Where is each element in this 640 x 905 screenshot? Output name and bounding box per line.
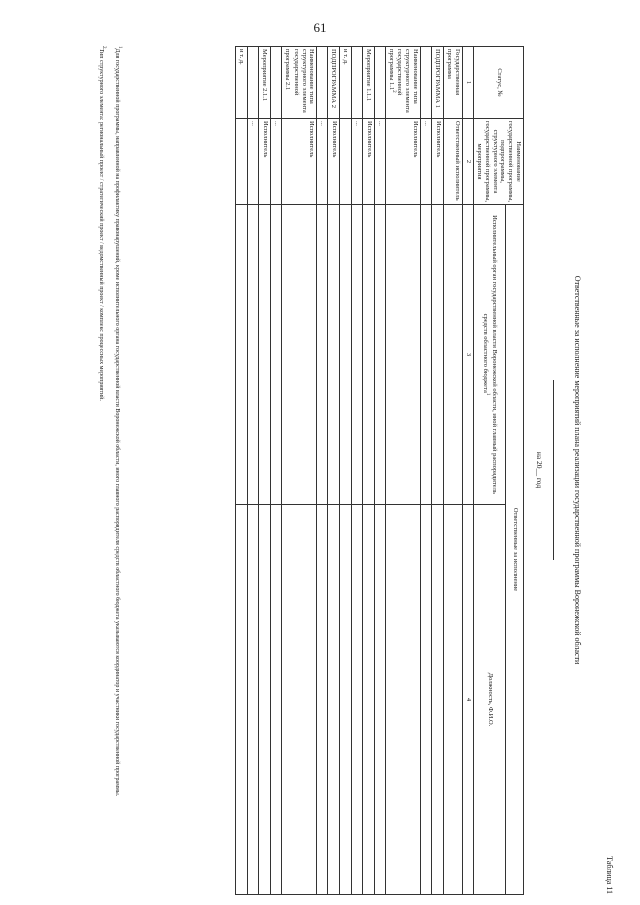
- table-row: [248, 47, 259, 895]
- column-number-row: [463, 47, 474, 895]
- status-text: Мероприятие 1.1.1: [364, 49, 372, 102]
- header-executive-body: [474, 205, 506, 505]
- role-cell: Исполнитель: [431, 119, 443, 205]
- status-cell: [248, 47, 259, 119]
- table-row: [385, 47, 420, 895]
- table-row: [431, 47, 443, 895]
- blank-fill-line: [553, 380, 554, 560]
- status-text: Государственная программа: [445, 49, 462, 96]
- footnote-mark: 1: [117, 46, 122, 49]
- header-executive-body-text: Исполнительный орган государственной власти Воронежской области, иной главный распорядитель средств областного бюджета: [482, 215, 499, 494]
- role-cell: Исполнитель: [385, 119, 420, 205]
- position-cell: [259, 505, 271, 895]
- footnote-ref-1: 1: [485, 392, 491, 396]
- role-cell: Исполнитель: [328, 119, 340, 205]
- executive-body-cell: [352, 205, 363, 505]
- footnote-text: Тип структурного элемента: региональный проект / стратегический проект / ведомственный проект / комплекс процессных мероприятий.: [98, 48, 105, 401]
- table-body: [236, 47, 463, 895]
- table-row: [259, 47, 271, 895]
- executive-body-cell: [328, 205, 340, 505]
- table-row: [443, 47, 463, 895]
- role-cell: [236, 119, 248, 205]
- status-cell: [374, 47, 385, 119]
- executive-body-cell: [374, 205, 385, 505]
- table-row: [374, 47, 385, 895]
- header-name: Наименование государственной программы, подпрограммы, структурного элемента государственной программы, мероприятия: [474, 119, 524, 205]
- role-cell: ...: [248, 119, 259, 205]
- executive-body-cell: [317, 205, 328, 505]
- position-cell: [352, 505, 363, 895]
- executive-body-cell: [340, 205, 352, 505]
- column-number: 3: [463, 205, 474, 505]
- status-cell: [317, 47, 328, 119]
- position-cell: [317, 505, 328, 895]
- header-responsible: Ответственные за исполнение: [506, 205, 524, 895]
- status-cell: [352, 47, 363, 119]
- status-sup: 2: [390, 90, 396, 93]
- executive-body-cell: [443, 205, 463, 505]
- status-cell: [271, 47, 282, 119]
- position-cell: [431, 505, 443, 895]
- table-row: [328, 47, 340, 895]
- header-status: Статус, №: [474, 47, 524, 119]
- position-cell: [271, 505, 282, 895]
- status-cell: [281, 47, 316, 119]
- position-cell: [236, 505, 248, 895]
- footnote: [96, 46, 106, 870]
- role-cell: ...: [271, 119, 282, 205]
- position-cell: [281, 505, 316, 895]
- status-cell: [431, 47, 443, 119]
- footnote: [112, 46, 122, 870]
- column-number: 4: [463, 505, 474, 895]
- page-number: 61: [313, 20, 327, 35]
- executive-body-cell: [281, 205, 316, 505]
- role-cell: Исполнитель: [362, 119, 374, 205]
- executive-body-cell: [362, 205, 374, 505]
- position-cell: [362, 505, 374, 895]
- executive-body-cell: [236, 205, 248, 505]
- column-number: 2: [463, 119, 474, 205]
- role-cell: Ответственный исполнитель: [443, 119, 463, 205]
- table-row: [362, 47, 374, 895]
- footnotes: [90, 46, 122, 870]
- role-cell: ...: [374, 119, 385, 205]
- role-cell: ...: [352, 119, 363, 205]
- position-cell: [443, 505, 463, 895]
- header-position: Должность, Ф.И.О.: [474, 505, 506, 895]
- status-cell: [259, 47, 271, 119]
- table-label: Таблица 11: [605, 856, 614, 894]
- status-cell: [362, 47, 374, 119]
- status-cell: [443, 47, 463, 119]
- footnote-text: Для государственной программы, направленной на профилактику правонарушений, кроме исполнительного органа государственной власти Воронежской области, иного главного распорядителя средств областного бюджета указываются координатор и участники государственной программы.: [114, 48, 120, 797]
- year-line: на 20__ год: [535, 451, 544, 489]
- executive-body-cell: [385, 205, 420, 505]
- executive-body-cell: [420, 205, 431, 505]
- responsibility-table: [235, 46, 524, 895]
- position-cell: [385, 505, 420, 895]
- executive-body-cell: [248, 205, 259, 505]
- role-cell: ...: [317, 119, 328, 205]
- status-text: Мероприятие 2.1.1: [261, 49, 269, 102]
- status-cell: [340, 47, 352, 119]
- table-row: [281, 47, 316, 895]
- table-row: [340, 47, 352, 895]
- position-cell: [340, 505, 352, 895]
- status-cell: [236, 47, 248, 119]
- status-cell: [328, 47, 340, 119]
- status-cell: [420, 47, 431, 119]
- position-cell: [328, 505, 340, 895]
- position-cell: [248, 505, 259, 895]
- status-text: ПОДПРОГРАММА 2: [329, 49, 337, 108]
- status-text: и т. д.: [341, 49, 349, 65]
- executive-body-cell: [259, 205, 271, 505]
- status-text: ПОДПРОГРАММА 1: [433, 49, 441, 108]
- position-cell: [420, 505, 431, 895]
- table-row: [271, 47, 282, 895]
- document-title: Ответственные за исполнение мероприятий плана реализации государственной программы Воронежской области: [573, 275, 582, 665]
- role-cell: [340, 119, 352, 205]
- status-cell: [385, 47, 420, 119]
- table-row: [352, 47, 363, 895]
- status-text: и т. д.: [238, 49, 246, 65]
- table-row: [236, 47, 248, 895]
- position-cell: [374, 505, 385, 895]
- footnote-mark: 2: [101, 46, 107, 49]
- executive-body-cell: [271, 205, 282, 505]
- table-row: [420, 47, 431, 895]
- column-number: 1: [463, 47, 474, 119]
- role-cell: ...: [420, 119, 431, 205]
- status-text: Наименование типа структурного элемента государственной программы 2.1: [283, 49, 316, 113]
- executive-body-cell: [431, 205, 443, 505]
- role-cell: Исполнитель: [259, 119, 271, 205]
- role-cell: Исполнитель: [281, 119, 316, 205]
- status-text: Наименование типа структурного элемента государственной программы 1.1: [387, 49, 419, 113]
- rotated-sheet: [20, 40, 620, 900]
- table-row: [317, 47, 328, 895]
